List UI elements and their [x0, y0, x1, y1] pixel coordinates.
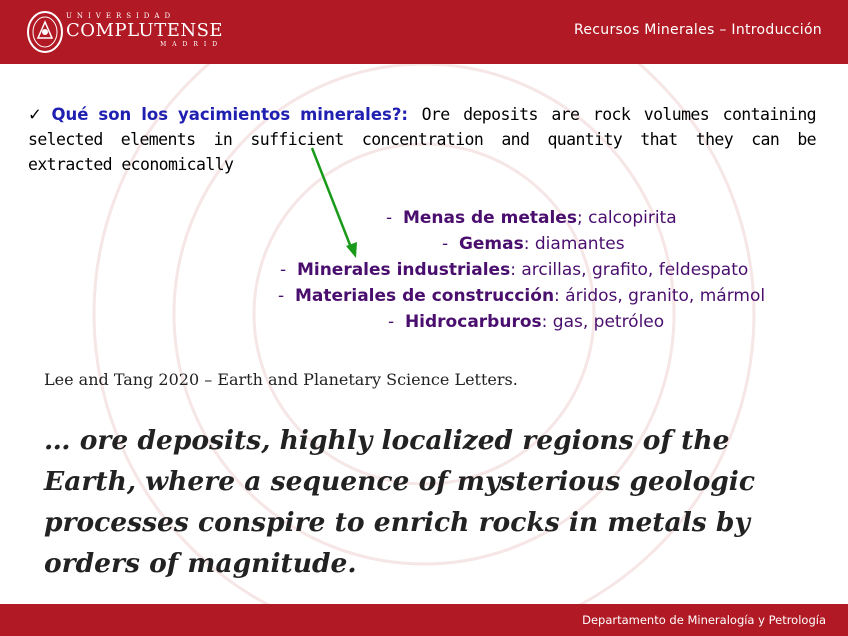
footer-bar	[0, 604, 848, 636]
intro-question: Qué son los yacimientos minerales?:	[51, 105, 409, 124]
list-item: - Menas de metales; calcopirita	[386, 208, 677, 228]
logo-small-text: UNIVERSIDAD	[66, 12, 176, 20]
citation: Lee and Tang 2020 – Earth and Planetary Science Letters.	[44, 370, 518, 389]
university-logo-text	[66, 12, 223, 49]
university-seal-icon	[26, 10, 64, 54]
intro-definition: Ore deposits are rock volumes containing selected elements in sufficient concentration and quantity that they can be extracted economically	[28, 105, 816, 174]
logo-name-text: COMPLUTENSE	[66, 20, 224, 41]
pointer-arrow-icon	[300, 144, 370, 264]
intro-paragraph	[28, 102, 816, 177]
header-bar	[0, 0, 848, 64]
quote: … ore deposits, highly localized regions of the Earth, where a sequence of mysterious geologic processes conspire to enrich rocks in metals by orders of magnitude.	[44, 425, 756, 579]
department-name: Departamento de Mineralogía y Petrología	[582, 613, 826, 627]
slide-section-title: Recursos Minerales – Introducción	[573, 22, 822, 38]
list-item: - Gemas: diamantes	[442, 234, 625, 254]
list-item: - Minerales industriales: arcillas, grafito, feldespato	[280, 260, 749, 280]
list-item: - Materiales de construcción: áridos, granito, mármol	[278, 286, 766, 306]
logo-city-text: MADRID	[160, 41, 224, 48]
check-bullet-icon: ✓	[28, 105, 46, 124]
list-item: - Hidrocarburos: gas, petróleo	[388, 312, 665, 332]
